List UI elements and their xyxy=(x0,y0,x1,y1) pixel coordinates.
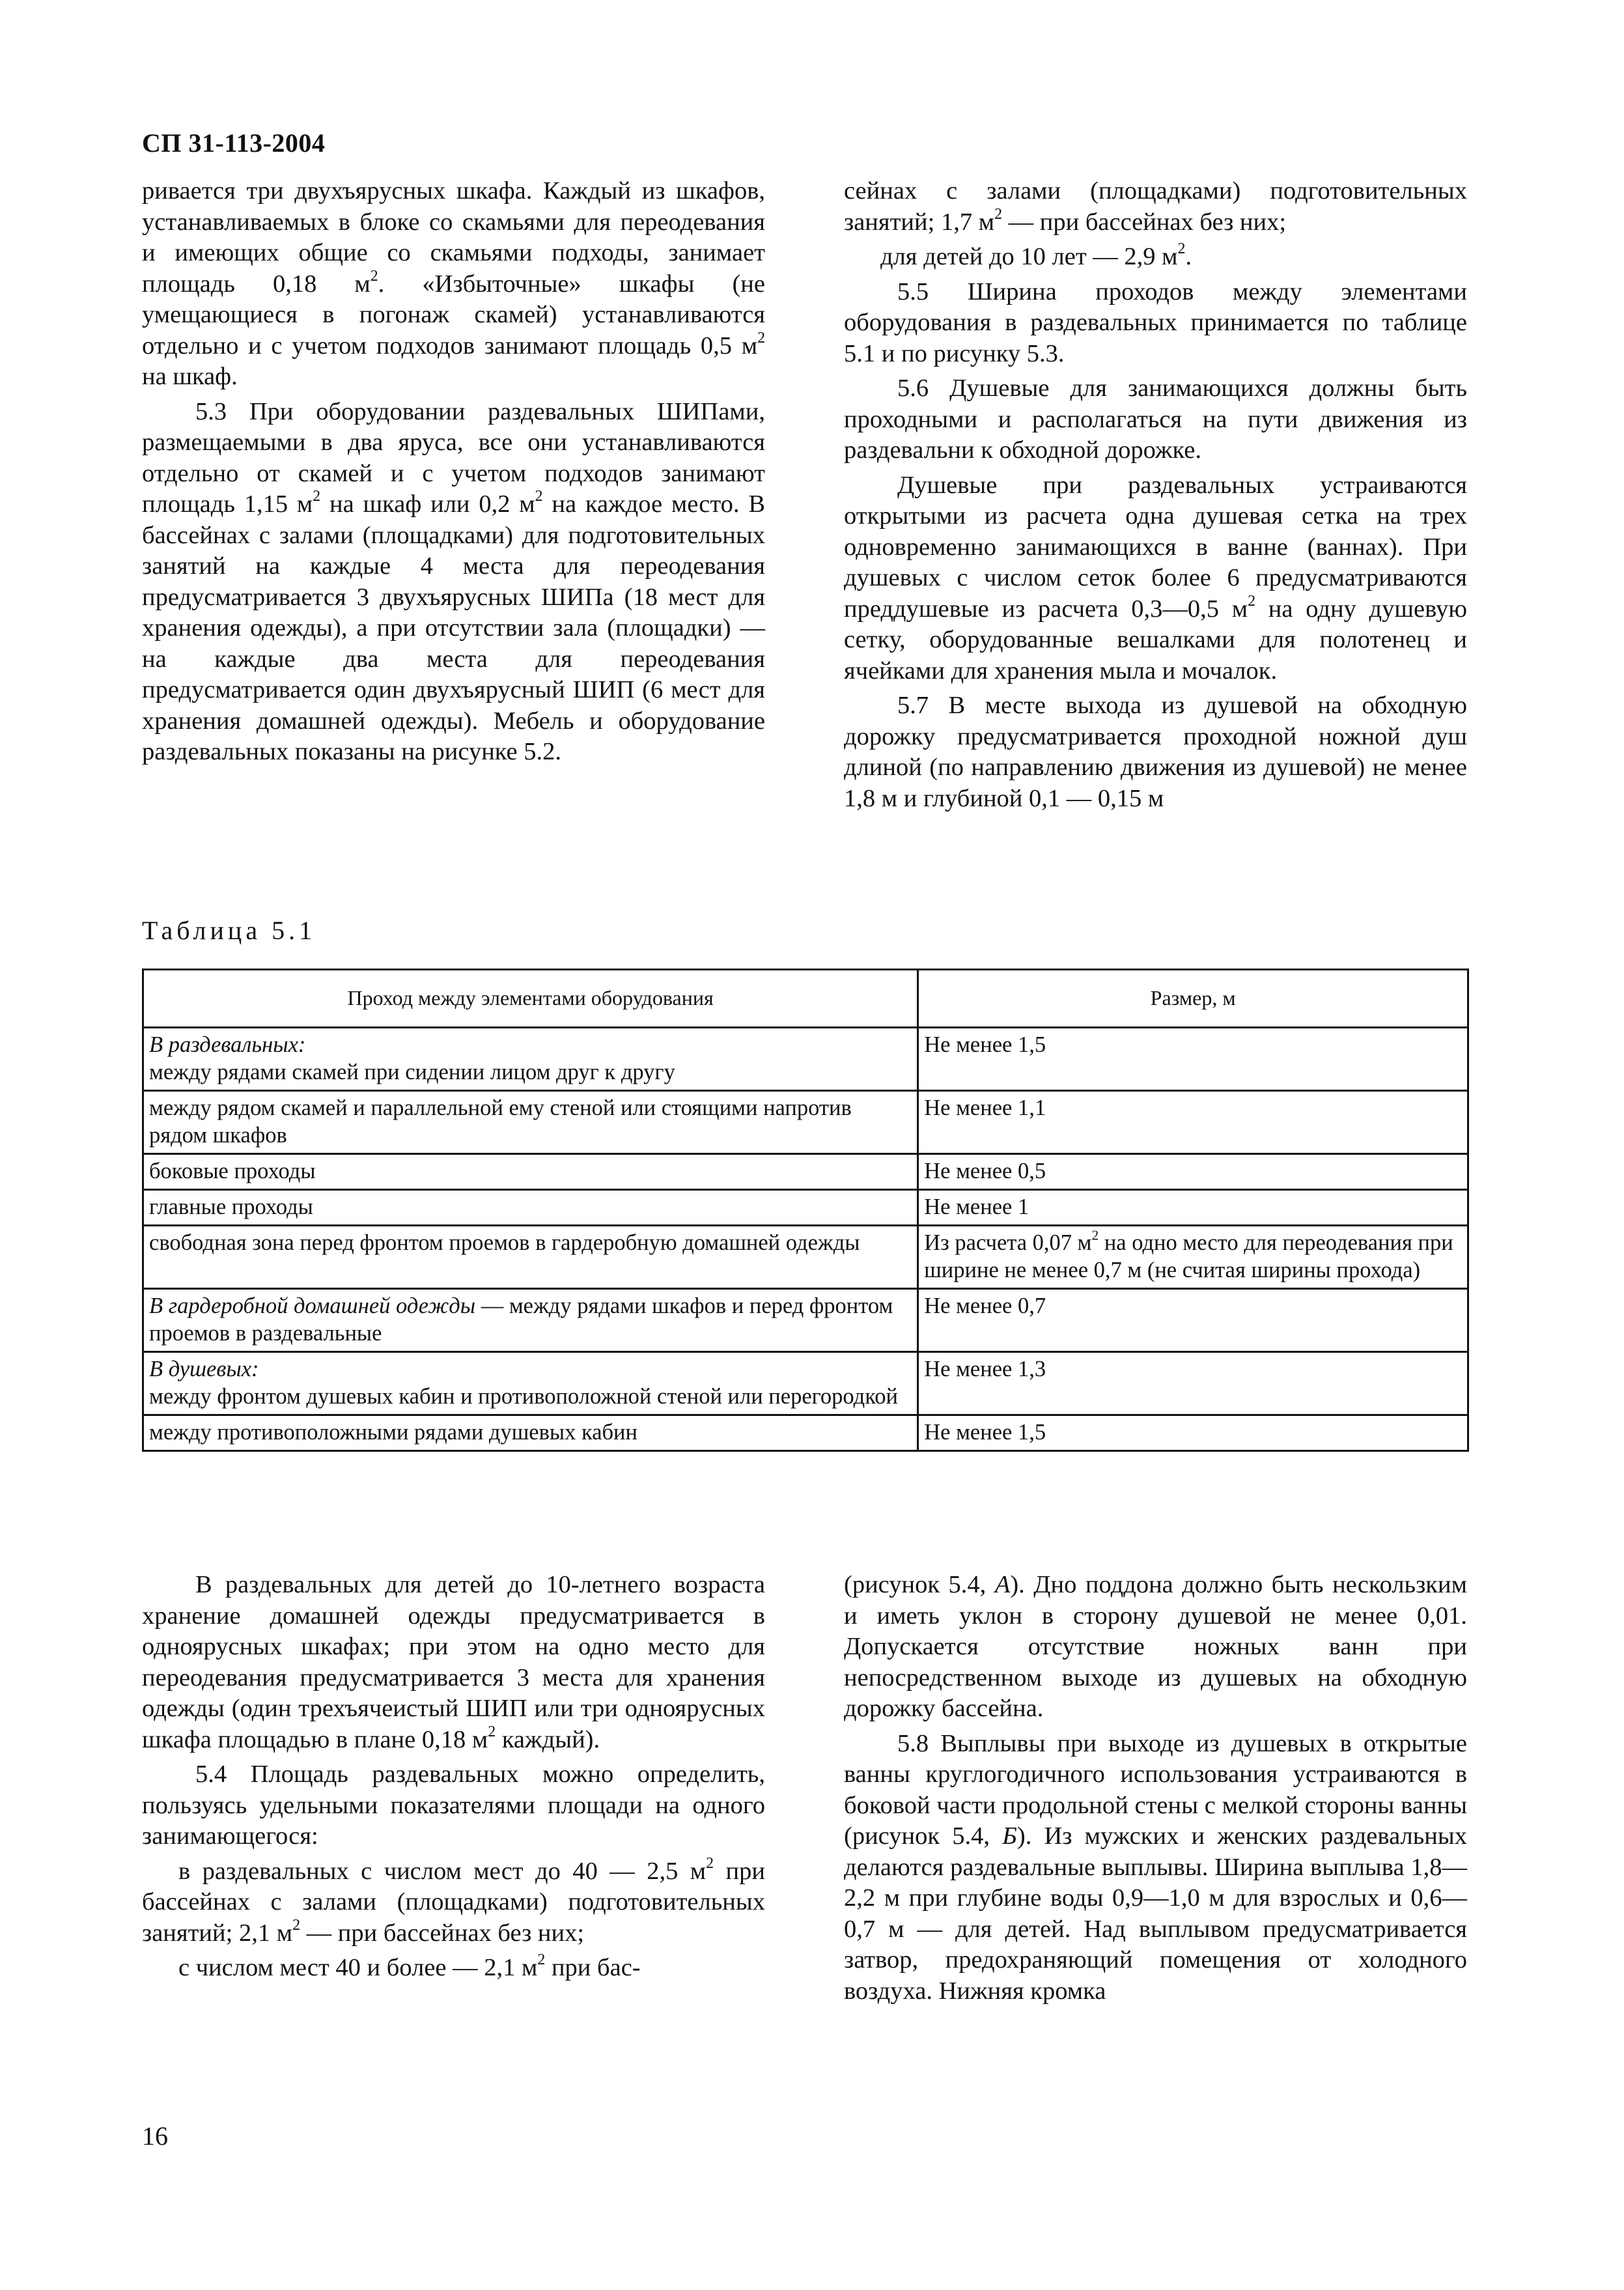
text-column-bottom-right xyxy=(844,1570,1467,2011)
text-column-bottom-left xyxy=(142,1570,765,1988)
page-number: 16 xyxy=(142,2121,168,2151)
paragraph-5-8: 5.8 Выплывы при выходе из душевых в открытые ванны круглогодичного использования устраиваются в боковой части продольной стены с мелкой стороны ванны (рисунок 5.4, Б). Из мужских и женских раздевальных делаются раздевальные выплывы. Ширина выплыва 1,8—2,2 м при глубине воды 0,9—1,0 м для взрослых и 0,6—0,7 м — для детей. Над выплывом предусматривается затвор, предохраняющий помещения от холодного воздуха. Нижняя кромка xyxy=(844,1729,1467,2005)
paragraph-5-7: 5.7 В месте выхода из душевой на обходную дорожку предусматривается проходной ножной душ длиной (по направлению движения из душевой) не менее 1,8 м и глубиной 0,1 — 0,15 м xyxy=(844,692,1467,812)
table-cell: свободная зона перед фронтом проемов в гардеробную домашней одежды xyxy=(143,1226,918,1289)
table-cell: между противоположными рядами душевых кабин xyxy=(143,1415,918,1451)
paragraph: (рисунок 5.4, А). Дно поддона должно быть нескользким и иметь уклон в сторону душевой не менее 0,01. Допускается отсутствие ножных ванн при непосредственном выходе из душевых на обходную дорожку бассейна. xyxy=(844,1571,1467,1722)
table-cell: В гардеробной домашней одежды — между рядами шкафов и перед фронтом проемов в раздевальные xyxy=(143,1289,918,1352)
table-row xyxy=(143,1154,1468,1190)
table-cell: Не менее 0,7 xyxy=(918,1289,1468,1352)
table-row xyxy=(143,1415,1468,1451)
paragraph: для детей до 10 лет — 2,9 $м^2$. xyxy=(880,240,1192,270)
table-cell: боковые проходы xyxy=(143,1154,918,1190)
table-row xyxy=(143,1352,1468,1415)
table-5-1 xyxy=(142,968,1469,1452)
table-cell: Не менее 1,1 xyxy=(918,1091,1468,1154)
paragraph: сейнах с залами (площадками) подготовительных занятий; 1,7 $м^2$ — при бассейнах без них; xyxy=(844,177,1467,236)
table-row xyxy=(143,1226,1468,1289)
paragraph: ривается три двухъярусных шкафа. Каждый из шкафов, устанавливаемых в блоке со скамьями для переодевания и имеющих общие со скамьями подходы, занимает площадь 0,18 $м^2$. «Избыточные» шкафы (не умещающиеся в погонаж скамей) устанавливаются отдельно и с учетом подходов занимают площадь 0,5 $м^2$ на шкаф. xyxy=(142,177,765,390)
text-column-top-left xyxy=(142,176,765,772)
table-row xyxy=(143,1190,1468,1226)
table-cell: между рядом скамей и параллельной ему стеной или стоящими напротив рядом шкафов xyxy=(143,1091,918,1154)
table-header-cell: Проход между элементами оборудования xyxy=(143,970,918,1028)
paragraph-5-4: 5.4 Площадь раздевальных можно определить, пользуясь удельными показателями площади на одного занимающегося: xyxy=(142,1760,765,1850)
paragraph-5-5: 5.5 Ширина проходов между элементами оборудования в раздевальных принимается по таблице 5.1 и по рисунку 5.3. xyxy=(844,277,1467,367)
paragraph: Душевые при раздевальных устраиваются открытыми из расчета одна душевая сетка на трех одновременно занимающихся в ванне (ваннах). При душевых с числом сеток более 6 предусматриваются преддушевые из расчета 0,3—0,5 $м^2$ на одну душевую сетку, оборудованные вешалками для полотенец и ячейками для хранения мыла и мочалок. xyxy=(844,471,1467,685)
table-cell: В раздевальных: между рядами скамей при сидении лицом друг к другу xyxy=(143,1028,918,1091)
paragraph-5-6: 5.6 Душевые для занимающихся должны быть проходными и располагаться на пути движения из раздевальни к обходной дорожке. xyxy=(844,375,1467,464)
text-column-top-right xyxy=(844,176,1467,818)
table-cell: Не менее 1,3 xyxy=(918,1352,1468,1415)
paragraph-5-3: 5.3 При оборудовании раздевальных ШИПами, размещаемыми в два яруса, все они устанавливаются отдельно от скамей и с учетом подходов занимают площадь 1,15 $м^2$ на шкаф или 0,2 $м^2$ на каждое место. В бассейнах с залами (площадками) для подготовительных занятий на каждые 4 места для переодевания предусматривается 3 двухъярусных ШИПа (18 мест для хранения одежды), а при отсутствии зала (площадки) — на каждые два места для переодевания предусматривается один двухъярусный ШИП (6 мест для хранения домашней одежды). Мебель и оборудование раздевальных показаны на рисунке 5.2. xyxy=(142,397,765,765)
table-cell: Не менее 0,5 xyxy=(918,1154,1468,1190)
table-row xyxy=(143,1289,1468,1352)
table-header-row xyxy=(143,970,1468,1028)
table-cell: Не менее 1 xyxy=(918,1190,1468,1226)
table-cell: В душевых: между фронтом душевых кабин и противоположной стеной или перегородкой xyxy=(143,1352,918,1415)
table-row xyxy=(143,1028,1468,1091)
table-header-cell: Размер, м xyxy=(918,970,1468,1028)
table-caption: Таблица 5.1 xyxy=(142,916,316,945)
paragraph: с числом мест 40 и более — 2,1 $м^2$ при бас- xyxy=(178,1951,641,1981)
table-cell: Не менее 1,5 xyxy=(918,1028,1468,1091)
page-header: СП 31-113-2004 xyxy=(142,128,326,158)
table-cell: главные проходы xyxy=(143,1190,918,1226)
table-cell: Из расчета 0,07 $м^2$ на одно место для переодевания при ширине не менее 0,7 м (не считая ширины прохода) xyxy=(918,1226,1468,1289)
paragraph: В раздевальных для детей до 10-летнего возраста хранение домашней одежды предусматривается в одноярусных шкафах; при этом на одно место для переодевания предусматривается 3 места для хранения одежды (один трехъячеистый ШИП или три одноярусных шкафа площадью в плане 0,18 $м^2$ каждый). xyxy=(142,1571,765,1753)
paragraph: в раздевальных с числом мест до 40 — 2,5 $м^2$ при бассейнах с залами (площадками) подготовительных занятий; 2,1 $м^2$ — при бассейнах без них; xyxy=(142,1854,765,1947)
table-cell: Не менее 1,5 xyxy=(918,1415,1468,1451)
table-row xyxy=(143,1091,1468,1154)
